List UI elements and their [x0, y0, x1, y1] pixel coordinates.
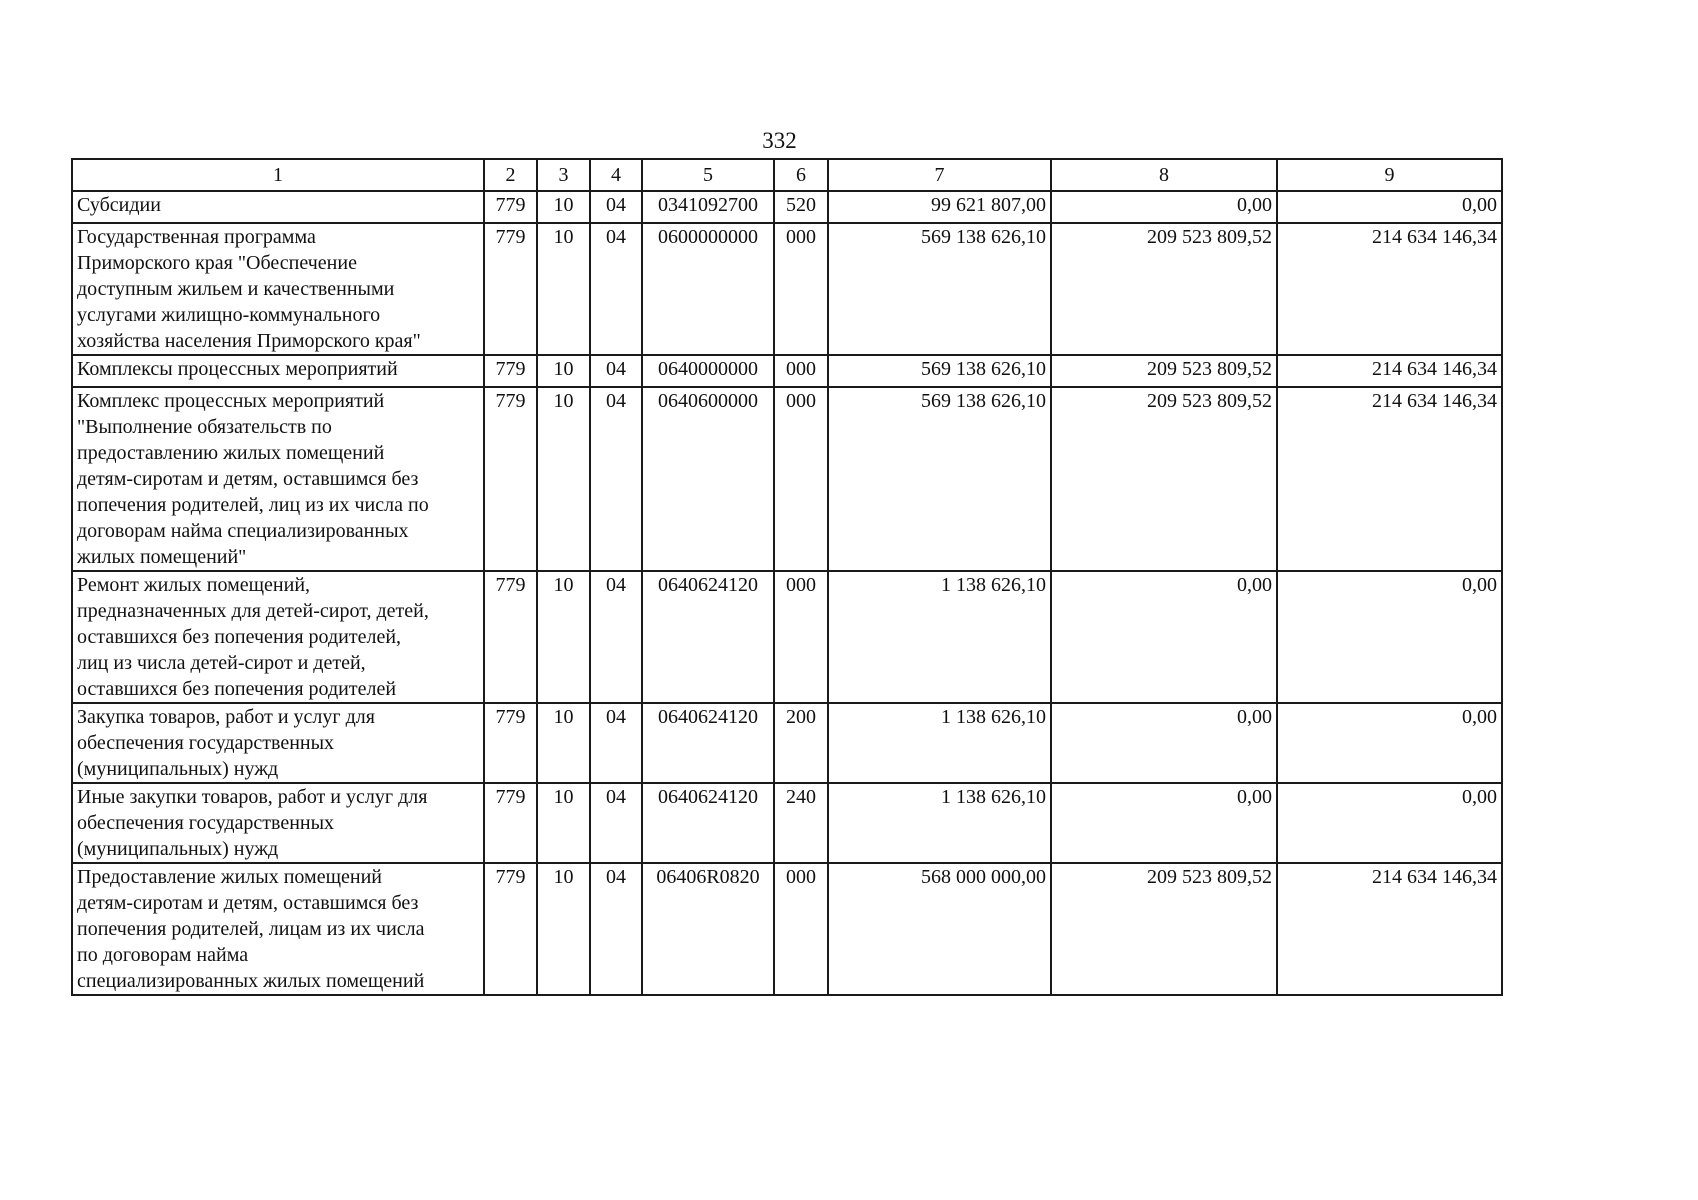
subsection-code-cell: 04: [590, 863, 642, 995]
amount-col-8-cell: 209 523 809,52: [1051, 863, 1277, 995]
table-row: [72, 355, 1502, 387]
table-row: [72, 387, 1502, 571]
target-article-cell: 0640624120: [642, 571, 774, 703]
target-article-cell: 0640624120: [642, 703, 774, 783]
amount-col-8-cell: 209 523 809,52: [1051, 355, 1277, 387]
expense-type-cell: 200: [774, 703, 828, 783]
section-code-cell: 10: [537, 387, 590, 571]
ministry-code-cell: 779: [484, 387, 537, 571]
table-row: [72, 783, 1502, 863]
amount-col-8-cell: 209 523 809,52: [1051, 223, 1277, 355]
amount-col-7-cell: 569 138 626,10: [828, 355, 1051, 387]
ministry-code-cell: 779: [484, 355, 537, 387]
column-header: 7: [828, 159, 1051, 191]
column-header: 1: [72, 159, 484, 191]
target-article-cell: 0640600000: [642, 387, 774, 571]
amount-col-9-cell: 214 634 146,34: [1277, 387, 1502, 571]
amount-col-8-cell: 0,00: [1051, 571, 1277, 703]
target-article-cell: 0341092700: [642, 191, 774, 223]
row-name-cell: Субсидии: [72, 191, 484, 223]
expense-type-cell: 000: [774, 571, 828, 703]
target-article-cell: 06406R0820: [642, 863, 774, 995]
page-number: 332: [762, 128, 797, 153]
row-name-cell: Предоставление жилых помещений детям-сиротам и детям, оставшимся без попечения родителей, лицам из их числа по договорам найма специализированных жилых помещений: [72, 863, 484, 995]
subsection-code-cell: 04: [590, 191, 642, 223]
section-code-cell: 10: [537, 191, 590, 223]
ministry-code-cell: 779: [484, 191, 537, 223]
amount-col-7-cell: 568 000 000,00: [828, 863, 1051, 995]
column-header: 9: [1277, 159, 1502, 191]
table-row: [72, 223, 1502, 355]
amount-col-7-cell: 569 138 626,10: [828, 223, 1051, 355]
row-name-cell: Ремонт жилых помещений, предназначенных для детей-сирот, детей, оставшихся без попечения родителей, лиц из числа детей-сирот и детей, оставшихся без попечения родителей: [72, 571, 484, 703]
subsection-code-cell: 04: [590, 703, 642, 783]
table-header-row: [72, 159, 1502, 191]
subsection-code-cell: 04: [590, 387, 642, 571]
ministry-code-cell: 779: [484, 571, 537, 703]
column-header: 3: [537, 159, 590, 191]
expense-type-cell: 000: [774, 355, 828, 387]
section-code-cell: 10: [537, 571, 590, 703]
subsection-code-cell: 04: [590, 571, 642, 703]
amount-col-8-cell: 0,00: [1051, 703, 1277, 783]
section-code-cell: 10: [537, 355, 590, 387]
section-code-cell: 10: [537, 703, 590, 783]
amount-col-9-cell: 214 634 146,34: [1277, 223, 1502, 355]
section-code-cell: 10: [537, 863, 590, 995]
section-code-cell: 10: [537, 783, 590, 863]
ministry-code-cell: 779: [484, 223, 537, 355]
amount-col-9-cell: 0,00: [1277, 191, 1502, 223]
amount-col-9-cell: 0,00: [1277, 703, 1502, 783]
column-header: 4: [590, 159, 642, 191]
column-header: 2: [484, 159, 537, 191]
row-name-cell: Иные закупки товаров, работ и услуг для обеспечения государственных (муниципальных) нужд: [72, 783, 484, 863]
amount-col-7-cell: 1 138 626,10: [828, 783, 1051, 863]
expense-type-cell: 000: [774, 223, 828, 355]
expense-type-cell: 520: [774, 191, 828, 223]
amount-col-9-cell: 214 634 146,34: [1277, 355, 1502, 387]
amount-col-7-cell: 1 138 626,10: [828, 571, 1051, 703]
expense-type-cell: 240: [774, 783, 828, 863]
row-name-cell: Закупка товаров, работ и услуг для обеспечения государственных (муниципальных) нужд: [72, 703, 484, 783]
amount-col-7-cell: 569 138 626,10: [828, 387, 1051, 571]
amount-col-8-cell: 0,00: [1051, 783, 1277, 863]
table-row: [72, 703, 1502, 783]
amount-col-9-cell: 0,00: [1277, 571, 1502, 703]
column-header: 8: [1051, 159, 1277, 191]
expense-type-cell: 000: [774, 387, 828, 571]
table-row: [72, 863, 1502, 995]
column-header: 5: [642, 159, 774, 191]
subsection-code-cell: 04: [590, 355, 642, 387]
table-row: [72, 571, 1502, 703]
amount-col-9-cell: 0,00: [1277, 783, 1502, 863]
subsection-code-cell: 04: [590, 783, 642, 863]
ministry-code-cell: 779: [484, 863, 537, 995]
row-name-cell: Государственная программа Приморского края "Обеспечение доступным жильем и качественными услугами жилищно-коммунального хозяйства населения Приморского края": [72, 223, 484, 355]
amount-col-9-cell: 214 634 146,34: [1277, 863, 1502, 995]
amount-col-8-cell: 209 523 809,52: [1051, 387, 1277, 571]
ministry-code-cell: 779: [484, 703, 537, 783]
amount-col-7-cell: 1 138 626,10: [828, 703, 1051, 783]
table-row: [72, 191, 1502, 223]
row-name-cell: Комплексы процессных мероприятий: [72, 355, 484, 387]
target-article-cell: 0600000000: [642, 223, 774, 355]
ministry-code-cell: 779: [484, 783, 537, 863]
budget-table: [71, 158, 1503, 996]
expense-type-cell: 000: [774, 863, 828, 995]
target-article-cell: 0640624120: [642, 783, 774, 863]
subsection-code-cell: 04: [590, 223, 642, 355]
amount-col-7-cell: 99 621 807,00: [828, 191, 1051, 223]
column-header: 6: [774, 159, 828, 191]
amount-col-8-cell: 0,00: [1051, 191, 1277, 223]
target-article-cell: 0640000000: [642, 355, 774, 387]
row-name-cell: Комплекс процессных мероприятий "Выполнение обязательств по предоставлению жилых помещений детям-сиротам и детям, оставшимся без попечения родителей, лиц из их числа по договорам найма специализированных жилых помещений": [72, 387, 484, 571]
section-code-cell: 10: [537, 223, 590, 355]
